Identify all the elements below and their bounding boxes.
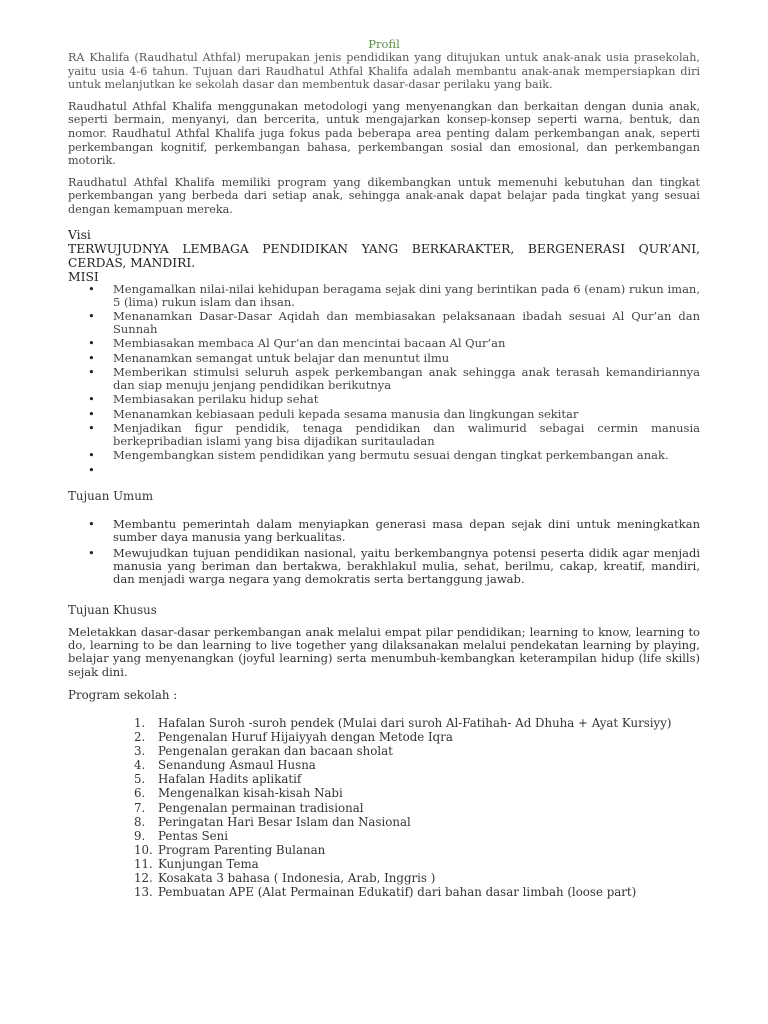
tujuan-khusus-heading: Tujuan Khusus [68, 603, 157, 617]
misi-item [88, 449, 700, 462]
program-item-text: Pengenalan Huruf Hijaiyyah dengan Metode Iqra [158, 730, 453, 745]
tujuan-umum-heading: Tujuan Umum [68, 489, 154, 503]
bullet-icon: • [88, 517, 95, 531]
bullet-icon: • [88, 336, 95, 351]
program-item-number: 2. [134, 730, 146, 745]
program-item-number: 1. [134, 716, 146, 730]
program-item [134, 857, 714, 871]
misi-heading: MISI [68, 270, 99, 284]
program-item-text: Pengenalan gerakan dan bacaan sholat [158, 744, 393, 759]
misi-item [88, 408, 700, 421]
program-item-number: 12. [134, 871, 153, 886]
bullet-icon: • [88, 448, 95, 463]
misi-item-text: Menjadikan figur pendidik, tenaga pendidikan dan walimurid sebagai cermin manusia berkepribadian islami yang bisa dijadikan suritauladan [113, 421, 700, 448]
bullet-icon: • [88, 406, 95, 421]
tujuan-umum-item [88, 518, 700, 544]
tujuan-khusus-text: Meletakkan dasar-dasar perkembangan anak melalui empat pilar pendidikan; learning to know, learning to do, learning to be dan learning to live together yang dilaksanakan melalui pendekatan learning by playing, belajar yang menyenangkan (joyful learning) serta menumbuh-kembangkan keterampilan hidup (life skills) sejak dini. [68, 625, 700, 679]
tujuan-umum-item [88, 547, 700, 586]
bullet-icon: • [88, 546, 95, 560]
program-item-number: 13. [134, 885, 153, 900]
bullet-icon: • [88, 309, 95, 324]
misi-item-text: Menanamkan semangat untuk belajar dan menuntut ilmu [113, 350, 450, 365]
program-list [134, 716, 714, 899]
program-item-text: Hafalan Suroh -suroh pendek (Mulai dari suroh Al-Fatihah- Ad Dhuha + Ayat Kursiyy) [158, 716, 672, 730]
tujuan-umum-list [88, 518, 700, 589]
intro-paragraph-1: RA Khalifa (Raudhatul Athfal) merupakan jenis pendidikan yang ditujukan untuk anak-anak usia prasekolah, yaitu usia 4-6 tahun. Tujuan dari Raudhatul Athfal Khalifa adalah membantu anak-anak mempersiapkan diri untuk melanjutkan ke sekolah dasar dan membentuk dasar-dasar perilaku yang baik. [68, 51, 700, 92]
misi-item-text: Membiasakan perilaku hidup sehat [113, 392, 319, 407]
misi-item [88, 422, 700, 448]
program-item-text: Mengenalkan kisah-kisah Nabi [158, 786, 343, 801]
misi-item-text [113, 463, 117, 477]
misi-item-text: Menanamkan Dasar-Dasar Aqidah dan membiasakan pelaksanaan ibadah sesuai Al Qur’an dan Sunnah [113, 309, 700, 336]
misi-item-text: Memberikan stimulsi seluruh aspek perkembangan anak sehingga anak terasah kemandiriannya dan siap menuju jenjang pendidikan berikutnya [113, 365, 700, 392]
bullet-icon: • [88, 462, 95, 477]
bullet-icon: • [88, 365, 95, 380]
program-heading: Program sekolah : [68, 688, 178, 702]
misi-item-text: Membiasakan membaca Al Qur’an dan mencintai bacaan Al Qur’an [113, 336, 506, 351]
program-item-text: Pentas Seni [158, 828, 228, 843]
program-item [134, 829, 714, 843]
bullet-icon: • [88, 350, 95, 365]
misi-item [88, 283, 700, 309]
misi-item [88, 366, 700, 392]
program-item-number: 10. [134, 842, 153, 857]
program-item-number: 8. [134, 814, 146, 829]
intro-paragraph-2: Raudhatul Athfal Khalifa menggunakan metodologi yang menyenangkan dan berkaitan dengan dunia anak, seperti bermain, menyanyi, dan bercerita, untuk mengajarkan konsep-konsep seperti warna, bentuk, dan nomor. Raudhatul Athfal Khalifa juga fokus pada beberapa area penting dalam perkembangan anak, seperti perkembangan kognitif, perkembangan bahasa, perkembangan sosial dan emosional, dan perkembangan motorik. [68, 99, 700, 168]
program-item-number: 3. [134, 744, 146, 759]
misi-item-empty [88, 464, 700, 477]
tujuan-umum-item-text: Mewujudkan tujuan pendidikan nasional, yaitu berkembangnya potensi peserta didik agar menjadi manusia yang beriman dan bertakwa, berakhlakul mulia, sehat, berilmu, cakap, kreatif, mandiri, dan menjadi warga negara yang demokratis serta bertanggung jawab. [113, 546, 700, 586]
bullet-icon: • [88, 421, 95, 436]
misi-item [88, 352, 700, 365]
program-item-text: Pembuatan APE (Alat Permainan Edukatif) dari bahan dasar limbah (loose part) [158, 885, 637, 900]
program-item-text: Kosakata 3 bahasa ( Indonesia, Arab, Inggris ) [158, 871, 436, 886]
program-item [134, 744, 714, 758]
misi-item-text: Mengembangkan sistem pendidikan yang bermutu sesuai dengan tingkat perkembangan anak. [113, 448, 669, 463]
program-item [134, 758, 714, 772]
program-item [134, 815, 714, 829]
program-item-text: Peringatan Hari Besar Islam dan Nasional [158, 814, 411, 829]
misi-item-text: Mengamalkan nilai-nilai kehidupan beragama sejak dini yang berintikan pada 6 (enam) rukun iman, 5 (lima) rukun islam dan ihsan. [113, 282, 700, 309]
program-item [134, 786, 714, 800]
program-item-number: 7. [134, 800, 146, 815]
program-item-text: Hafalan Hadits aplikatif [158, 772, 302, 787]
program-item-text: Program Parenting Bulanan [158, 842, 326, 857]
program-item-text: Pengenalan permainan tradisional [158, 800, 364, 815]
program-item [134, 801, 714, 815]
program-item [134, 871, 714, 885]
bullet-icon: • [88, 282, 95, 296]
misi-item [88, 337, 700, 350]
program-item-number: 9. [134, 828, 146, 843]
misi-list [88, 283, 700, 478]
program-item [134, 730, 714, 744]
program-item [134, 843, 714, 857]
misi-item-text: Menanamkan kebiasaan peduli kepada sesama manusia dan lingkungan sekitar [113, 406, 579, 421]
program-item-number: 4. [134, 758, 146, 773]
tujuan-umum-item-text: Membantu pemerintah dalam menyiapkan generasi masa depan sejak dini untuk meningkatkan sumber daya manusia yang berkualitas. [113, 517, 700, 544]
program-item [134, 885, 714, 899]
intro-section [68, 51, 700, 225]
misi-item [88, 393, 700, 406]
visi-section [68, 228, 700, 284]
program-item-number: 5. [134, 772, 146, 787]
program-item [134, 772, 714, 786]
misi-item [88, 310, 700, 336]
page-title: Profil [368, 37, 400, 51]
bullet-icon: • [88, 392, 95, 407]
program-item [134, 716, 714, 730]
program-item-text: Kunjungan Tema [158, 856, 259, 871]
program-item-number: 6. [134, 786, 146, 801]
visi-text: TERWUJUDNYA LEMBAGA PENDIDIKAN YANG BERKARAKTER, BERGENERASI QUR’ANI, CERDAS, MANDIRI. [68, 242, 700, 270]
program-item-number: 11. [134, 856, 153, 871]
program-item-text: Senandung Asmaul Husna [158, 758, 316, 773]
intro-paragraph-3: Raudhatul Athfal Khalifa memiliki program yang dikembangkan untuk memenuhi kebutuhan dan tingkat perkembangan yang berbeda dari setiap anak, sehingga anak-anak dapat belajar pada tingkat yang sesuai dengan kemampuan mereka. [68, 175, 700, 216]
visi-heading: Visi [68, 228, 91, 242]
